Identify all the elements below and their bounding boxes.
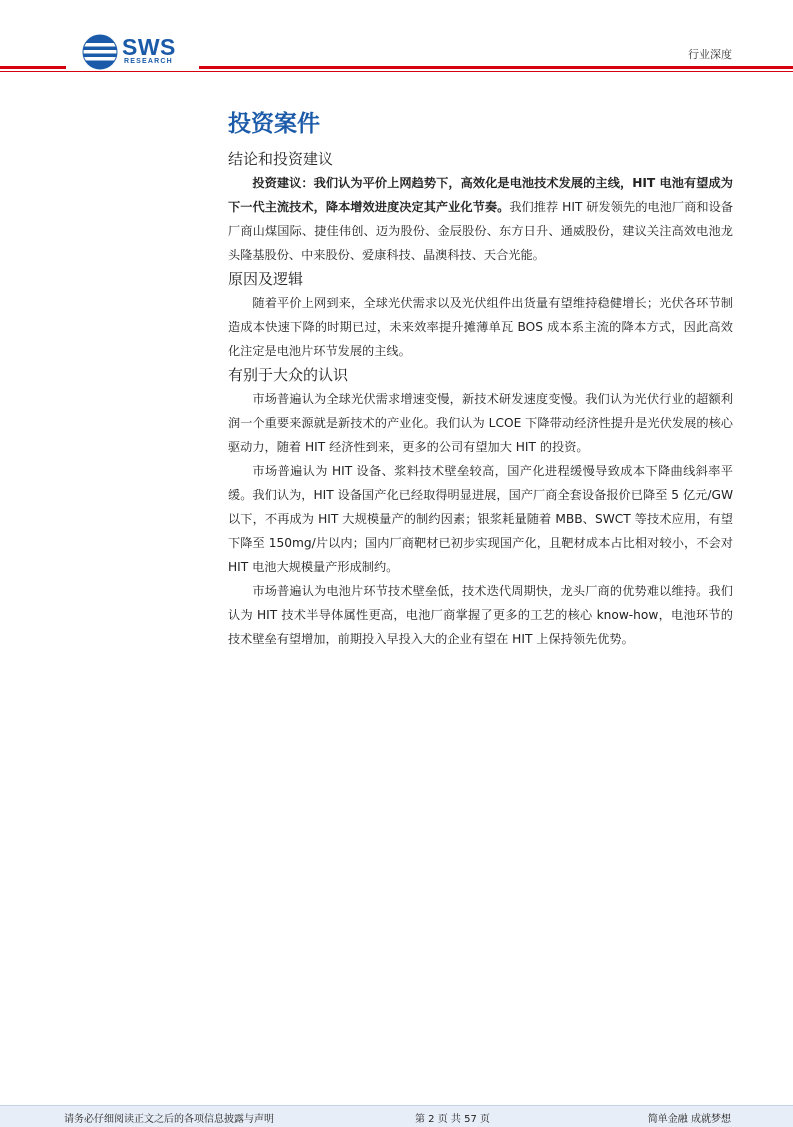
logo-subtext: RESEARCH (124, 58, 173, 65)
section-heading-differ: 有别于大众的认识 (228, 366, 349, 384)
differ-paragraph-3: 市场普遍认为电池片环节技术壁垒低，技术迭代周期快，龙头厂商的优势难以维持。我们认为 HIT 技术半导体属性更高，电池厂商掌握了更多的工艺的核心 know-how，电池环节的技术壁垒有望增加，前期投入早投入大的企业有望在 HIT 上保持领先优势。 (228, 584, 733, 646)
logic-paragraph: 随着平价上网到来，全球光伏需求以及光伏组件出货量有望维持稳健增长；光伏各环节制造成本快速下降的时期已过，未来效率提升摊薄单瓦 BOS 成本系主流的降本方式，因此高效化注定是电池片环节发展的主线。 (228, 296, 733, 358)
investment-advice-paragraph (228, 171, 733, 267)
page-title: 投资案件 (228, 111, 320, 137)
company-logo (82, 34, 186, 70)
main-content (228, 108, 733, 651)
sws-globe-icon (82, 34, 118, 70)
footer-disclaimer: 请务必仔细阅读正文之后的各项信息披露与声明 (64, 1114, 274, 1125)
report-type-tag: 行业深度 (688, 48, 732, 61)
header-rule-right (199, 66, 793, 69)
section-heading-conclusion: 结论和投资建议 (228, 150, 334, 168)
section-heading-logic: 原因及逻辑 (228, 270, 304, 288)
logo-text: SWS (122, 34, 176, 60)
investment-advice-lead: 投资建议：我们认为平价上网趋势下，高效化是电池技术发展的主线，HIT 电池有望成为下一代主流技术，降本增效进度决定其产业化节奏。 (228, 176, 733, 214)
header-rule-thin (0, 71, 793, 72)
page-number: 第 2 页 共 57 页 (415, 1114, 490, 1125)
header-rule-left (0, 66, 66, 69)
differ-paragraph-1: 市场普遍认为全球光伏需求增速变慢，新技术研发速度变慢。我们认为光伏行业的超额利润一个重要来源就是新技术的产业化。我们认为 LCOE 下降带动经济性提升是光伏发展的核心驱动力，随着 HIT 经济性到来，更多的公司有望加大 HIT 的投资。 (228, 392, 733, 454)
footer-slogan: 简单金融 成就梦想 (647, 1114, 731, 1125)
differ-paragraph-2: 市场普遍认为 HIT 设备、浆料技术壁垒较高，国产化进程缓慢导致成本下降曲线斜率平缓。我们认为，HIT 设备国产化已经取得明显进展，国产厂商全套设备报价已降至 5 亿元/GW 以下，不再成为 HIT 大规模量产的制约因素；银浆耗量随着 MBB、SWCT 等技术应用，有望下降至 150mg/片以内；国内厂商靶材已初步实现国产化，且靶材成本占比相对较小，不会对 HIT 电池大规模量产形成制约。 (228, 464, 733, 574)
investment-advice-body: 我们推荐 HIT 研发领先的电池厂商和设备厂商山煤国际、捷佳伟创、迈为股份、金辰股份、东方日升、通威股份，建议关注高效电池龙头隆基股份、中来股份、爱康科技、晶澳科技、天合光能。 (228, 200, 734, 262)
